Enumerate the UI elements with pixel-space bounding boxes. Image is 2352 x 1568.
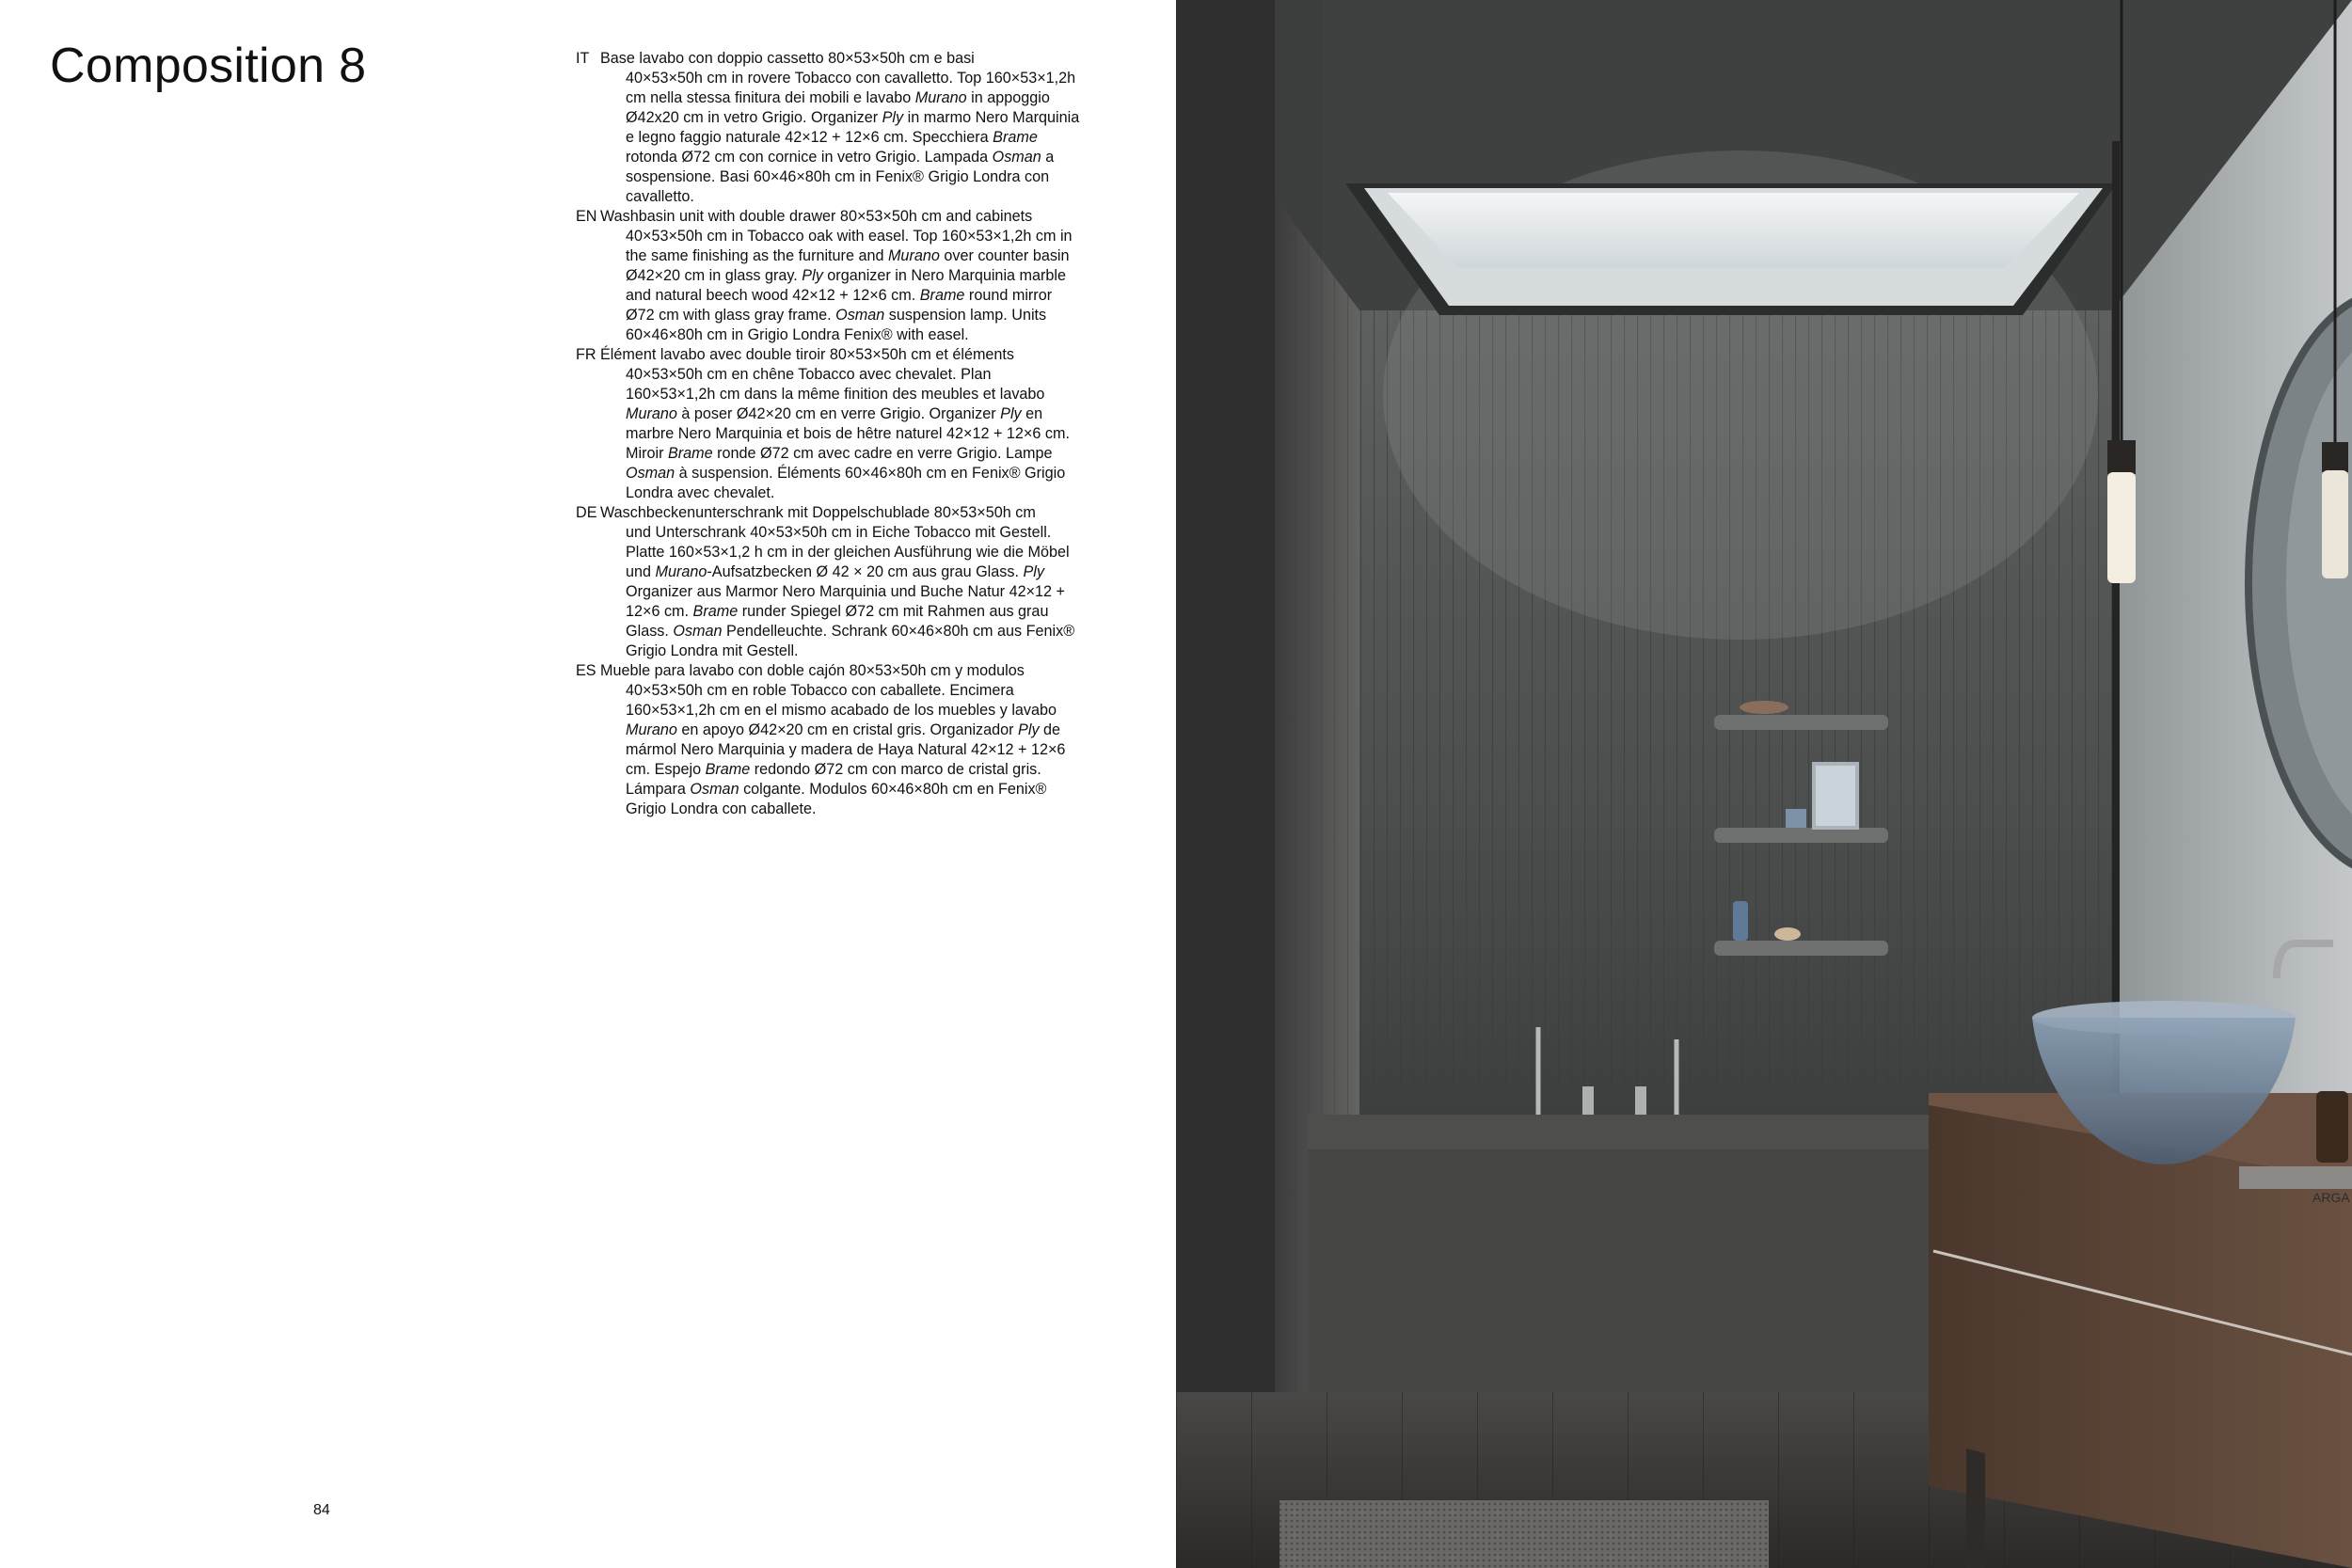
shelf-middle [1714, 828, 1888, 843]
description-lead: Washbasin unit with double drawer 80×53×50h cm and cabinets [600, 208, 1033, 225]
tray [2239, 1166, 2352, 1189]
sponge [1774, 927, 1801, 941]
amber-bottle [2316, 1091, 2348, 1163]
description-lead: Mueble para lavabo con doble cajón 80×53×50h cm y modulos [600, 662, 1025, 679]
language-code: ES [576, 662, 596, 679]
language-code: DE [576, 504, 597, 521]
shelf-top [1714, 715, 1888, 730]
description-column [576, 49, 1084, 819]
description-text: 40×53×50h cm in Tobacco oak with easel. Top 160×53×1,2h cm in the same finishing as the furniture and Murano over counter basin Ø42×20 cm in glass gray. Ply organizer in Nero Marquinia marble and natural beech wood 42×12 + 12×6 cm. Brame round mirror Ø72 cm with glass gray frame. Osman suspension lamp. Units 60×46×80h cm in Grigio Londra Fenix® with easel. [626, 228, 1073, 343]
bathtub [1308, 1149, 1938, 1394]
description-lead: Base lavabo con doppio cassetto 80×53×50h cm e basi [600, 50, 975, 67]
description-fr [576, 345, 1084, 503]
pendant-lamp [2322, 470, 2348, 578]
description-it [576, 49, 1084, 207]
lamp-cap [2322, 442, 2348, 472]
pendant-lamp [2107, 472, 2136, 583]
description-en [576, 207, 1084, 345]
language-code: EN [576, 208, 597, 225]
description-text: 40×53×50h cm in rovere Tobacco con cavalletto. Top 160×53×1,2h cm nella stessa finitura dei mobili e lavabo Murano in appoggio Ø42x20 cm in vetro Grigio. Organizer Ply in marmo Nero Marquinia e legno faggio naturale 42×12 + 12×6 cm. Specchiera Brame rotonda Ø72 cm con cornice in vetro Grigio. Lampada Osman a sospensione. Basi 60×46×80h cm in Fenix® Grigio Londra con cavalletto. [626, 70, 1080, 205]
language-code: FR [576, 346, 596, 363]
description-de [576, 503, 1084, 661]
picture-frame [1814, 764, 1857, 828]
bottle [1733, 901, 1748, 941]
page-number: 84 [313, 1502, 330, 1518]
bath-handle [1582, 1086, 1594, 1115]
description-text: 40×53×50h cm en roble Tobacco con caballete. Encimera 160×53×1,2h cm en el mismo acabado de los muebles y lavabo Murano en apoyo Ø42×20 cm en cristal gris. Organizador Ply de mármol Nero Marquinia y madera de Haya Natural 42×12 + 12×6 cm. Espejo Brame redondo Ø72 cm con marco de cristal gris. Lámpara Osman colgante. Modulos 60×46×80h cm en Fenix® Grigio Londra con caballete. [626, 682, 1066, 817]
description-text: 40×53×50h cm en chêne Tobacco avec chevalet. Plan 160×53×1,2h cm dans la même finition des meubles et lavabo Murano à poser Ø42×20 cm en verre Grigio. Organizer Ply en marbre Nero Marquinia et bois de hêtre naturel 42×12 + 12×6 cm. Miroir Brame ronde Ø72 cm avec cadre en verre Grigio. Lampe Osman à suspension. Éléments 60×46×80h cm en Fenix® Grigio Londra avec chevalet. [626, 366, 1070, 501]
left-wall-dark [1176, 0, 1275, 1568]
description-lead: Waschbeckenunterschrank mit Doppelschublade 80×53×50h cm [600, 504, 1036, 521]
bathtub-rim [1308, 1115, 1938, 1152]
bath-handle [1635, 1086, 1646, 1115]
bottle-label: ARGA [2312, 1190, 2350, 1205]
bowl-small [1740, 701, 1788, 714]
lamp-cap [2107, 440, 2136, 474]
vanity-leg [1966, 1449, 1985, 1568]
description-text: und Unterschrank 40×53×50h cm in Eiche Tobacco mit Gestell. Platte 160×53×1,2 h cm in der gleichen Ausführung wie die Möbel und Murano-Aufsatzbecken Ø 42 × 20 cm aus grau Glass. Ply Organizer aus Marmor Nero Marquinia und Buche Natur 42×12 + 12×6 cm. Brame runder Spiegel Ø72 cm mit Rahmen aus grau Glass. Osman Pendelleuchte. Schrank 60×46×80h cm aus Fenix® Grigio Londra mit Gestell. [626, 524, 1075, 659]
language-code: IT [576, 50, 590, 67]
rug [1279, 1500, 1769, 1568]
page-title: Composition 8 [50, 39, 367, 93]
description-es [576, 661, 1084, 819]
shelf-bottom [1714, 941, 1888, 956]
bathroom-photo [1176, 0, 2352, 1568]
description-lead: Élément lavabo avec double tiroir 80×53×50h cm et éléments [600, 346, 1015, 363]
jar [1786, 809, 1806, 828]
skylight-glass [1388, 193, 2079, 268]
